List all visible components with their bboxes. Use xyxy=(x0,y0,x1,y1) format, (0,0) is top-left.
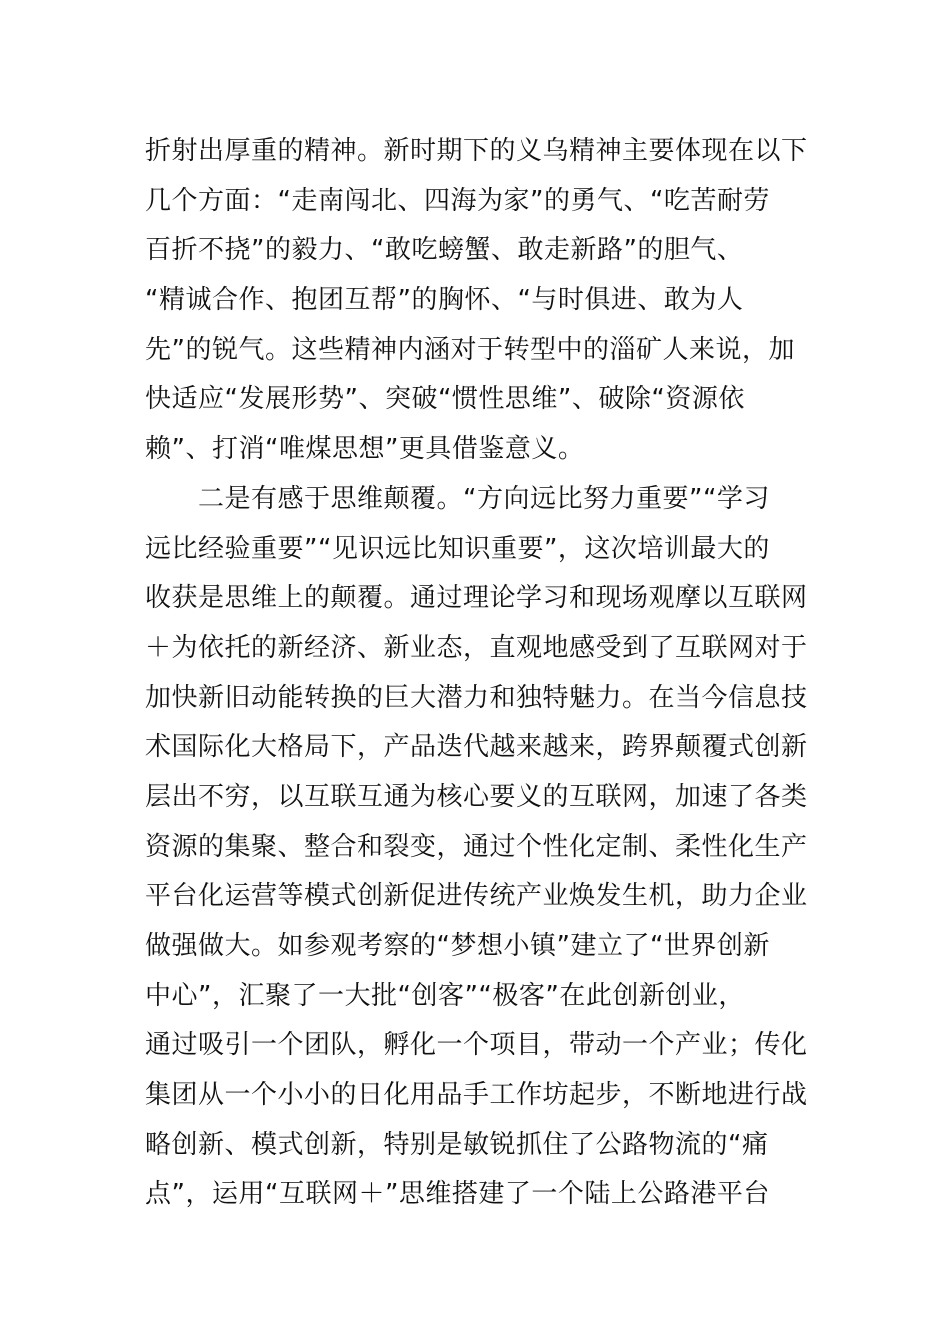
text-line: 先”的锐气。这些精神内涵对于转型中的淄矿人来说，加 xyxy=(145,334,795,365)
text-line: 通过吸引一个团队，孵化一个项目，带动一个产业；传化 xyxy=(145,1030,808,1061)
text-line: 平台化运营等模式创新促进传统产业焕发生机，助力企业 xyxy=(145,881,808,912)
paragraph-start-line: 二是有感于思维颠覆。“方向远比努力重要”“学习 xyxy=(145,483,770,514)
text-line: 加快新旧动能转换的巨大潜力和独特魅力。在当今信息技 xyxy=(145,682,808,713)
text-line: 术国际化大格局下，产品迭代越来越来，跨界颠覆式创新 xyxy=(145,732,808,763)
text-line: 快适应“发展形势”、突破“惯性思维”、破除“资源依 xyxy=(145,384,745,415)
body-text xyxy=(145,127,815,1220)
text-line: 点”，运用“互联网＋”思维搭建了一个陆上公路港平台 xyxy=(145,1179,770,1210)
text-line: 略创新、模式创新，特别是敏锐抓住了公路物流的“痛 xyxy=(145,1129,769,1160)
text-line: ＋为依托的新经济、新业态，直观地感受到了互联网对于 xyxy=(145,632,808,663)
text-line: 远比经验重要”“见识远比知识重要”，这次培训最大的 xyxy=(145,533,770,564)
text-line: 层出不穷，以互联互通为核心要义的互联网，加速了各类 xyxy=(145,781,808,812)
text-line: 资源的集聚、整合和裂变，通过个性化定制、柔性化生产 xyxy=(145,831,808,862)
text-line: 百折不挠”的毅力、“敢吃螃蟹、敢走新路”的胆气、 xyxy=(145,235,744,266)
text-line: 集团从一个小小的日化用品手工作坊起步，不断地进行战 xyxy=(145,1080,808,1111)
text-line: “精诚合作、抱团互帮”的胸怀、“与时俱进、敢为人 xyxy=(145,285,744,316)
text-line: 几个方面：“走南闯北、四海为家”的勇气、“吃苦耐劳 xyxy=(145,185,770,216)
text-line: 赖”、打消“唯煤思想”更具借鉴意义。 xyxy=(145,434,585,465)
text-line: 中心”，汇聚了一大批“创客”“极客”在此创新创业， xyxy=(145,980,745,1011)
text-line: 收获是思维上的颠覆。通过理论学习和现场观摩以互联网 xyxy=(145,583,808,614)
text-line: 折射出厚重的精神。新时期下的义乌精神主要体现在以下 xyxy=(145,136,808,166)
text-line: 做强做大。如参观考察的“梦想小镇”建立了“世界创新 xyxy=(145,931,770,961)
